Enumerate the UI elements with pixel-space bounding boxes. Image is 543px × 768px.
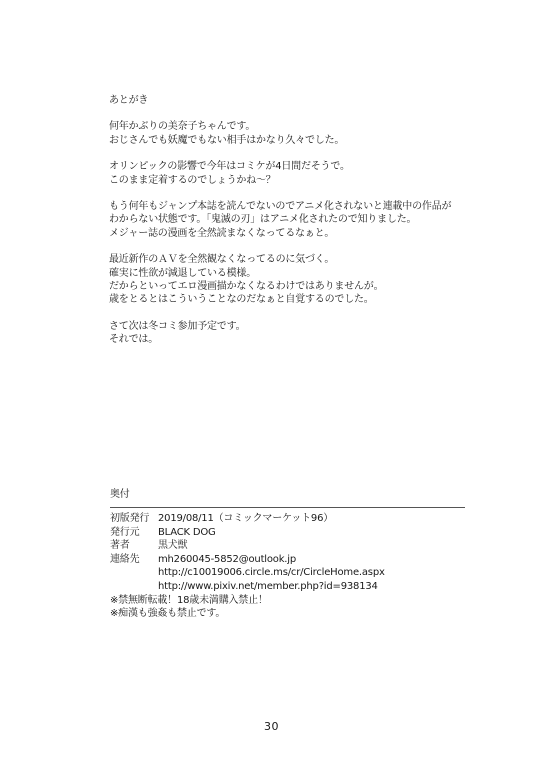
afterword-heading: あとがき <box>109 95 149 106</box>
afterword-line: わからない状態です。「鬼滅の刃」はアニメ化されたので知りました。 <box>109 214 417 226</box>
colophon-value <box>158 526 470 540</box>
page-number: 30 <box>264 720 279 733</box>
afterword-line: おじさんでも妖魔でもない相手はかなり久々でした。 <box>109 134 345 146</box>
colophon-row-author <box>110 539 470 553</box>
afterword-line: だからといってエロ漫画描かなくなるわけではありませんが。 <box>109 281 384 293</box>
afterword-line: 歳をとるとはこういうことなのだなぁと自覚するのでした。 <box>109 294 374 306</box>
contact-email: mh260045-5852@outlook.jp <box>158 553 296 565</box>
afterword-heading-block <box>109 94 509 107</box>
colophon-body <box>110 512 470 621</box>
colophon-label: 発行元 <box>110 526 140 538</box>
afterword-line: もう何年もジャンプ本誌を読んでないのでアニメ化されないと連載中の作品が <box>109 201 452 213</box>
afterword-closing <box>109 320 509 347</box>
publisher-name: BLACK DOG <box>158 526 216 538</box>
colophon-value <box>158 553 470 594</box>
author-name: 黒犬獣 <box>158 540 188 552</box>
colophon-note: ※痴漢も強姦も禁止です。 <box>110 608 226 620</box>
first-edition-date: 2019/08/11（コミックマーケット96） <box>158 513 334 524</box>
afterword-line: さて次は冬コミ参加予定です。 <box>109 320 246 332</box>
colophon-label: 著者 <box>110 540 130 552</box>
afterword-section <box>109 94 509 360</box>
colophon-notes <box>110 594 470 621</box>
afterword-line: このまま定着するのでしょうかね〜？ <box>109 174 276 186</box>
contact-circle-url: http://c10019006.circle.ms/cr/CircleHome.aspx <box>158 567 385 579</box>
colophon-label: 初版発行 <box>110 513 150 524</box>
colophon-row-publisher <box>110 526 470 540</box>
afterword-paragraph <box>109 120 509 147</box>
afterword-line: メジャー誌の漫画を全然読まなくなってるなぁと。 <box>109 227 335 239</box>
afterword-line: それでは。 <box>109 334 158 346</box>
afterword-paragraph <box>109 160 509 187</box>
afterword-line: オリンピックの影響で今年はコミケが4日間だそうで。 <box>109 161 350 173</box>
afterword-line: 何年かぶりの美奈子ちゃんです。 <box>109 121 256 133</box>
afterword-line: 確実に性欲が減退している模様。 <box>109 267 256 279</box>
colophon-value <box>158 539 470 553</box>
colophon-section <box>110 488 470 620</box>
colophon-row-contact <box>110 553 470 594</box>
colophon-label: 連絡先 <box>110 553 140 565</box>
afterword-paragraph <box>109 200 509 240</box>
afterword-line: 最近新作のＡＶを全然観なくなってるのに気づく。 <box>109 254 335 266</box>
colophon-row-first-edition <box>110 512 470 526</box>
afterword-paragraph <box>109 253 509 307</box>
colophon-value <box>158 512 470 526</box>
contact-pixiv-url: http://www.pixiv.net/member.php?id=938134 <box>158 580 378 592</box>
colophon-note: ※禁無断転載！18歳未満購入禁止！ <box>110 594 268 606</box>
colophon-title: 奥付 <box>110 489 130 500</box>
